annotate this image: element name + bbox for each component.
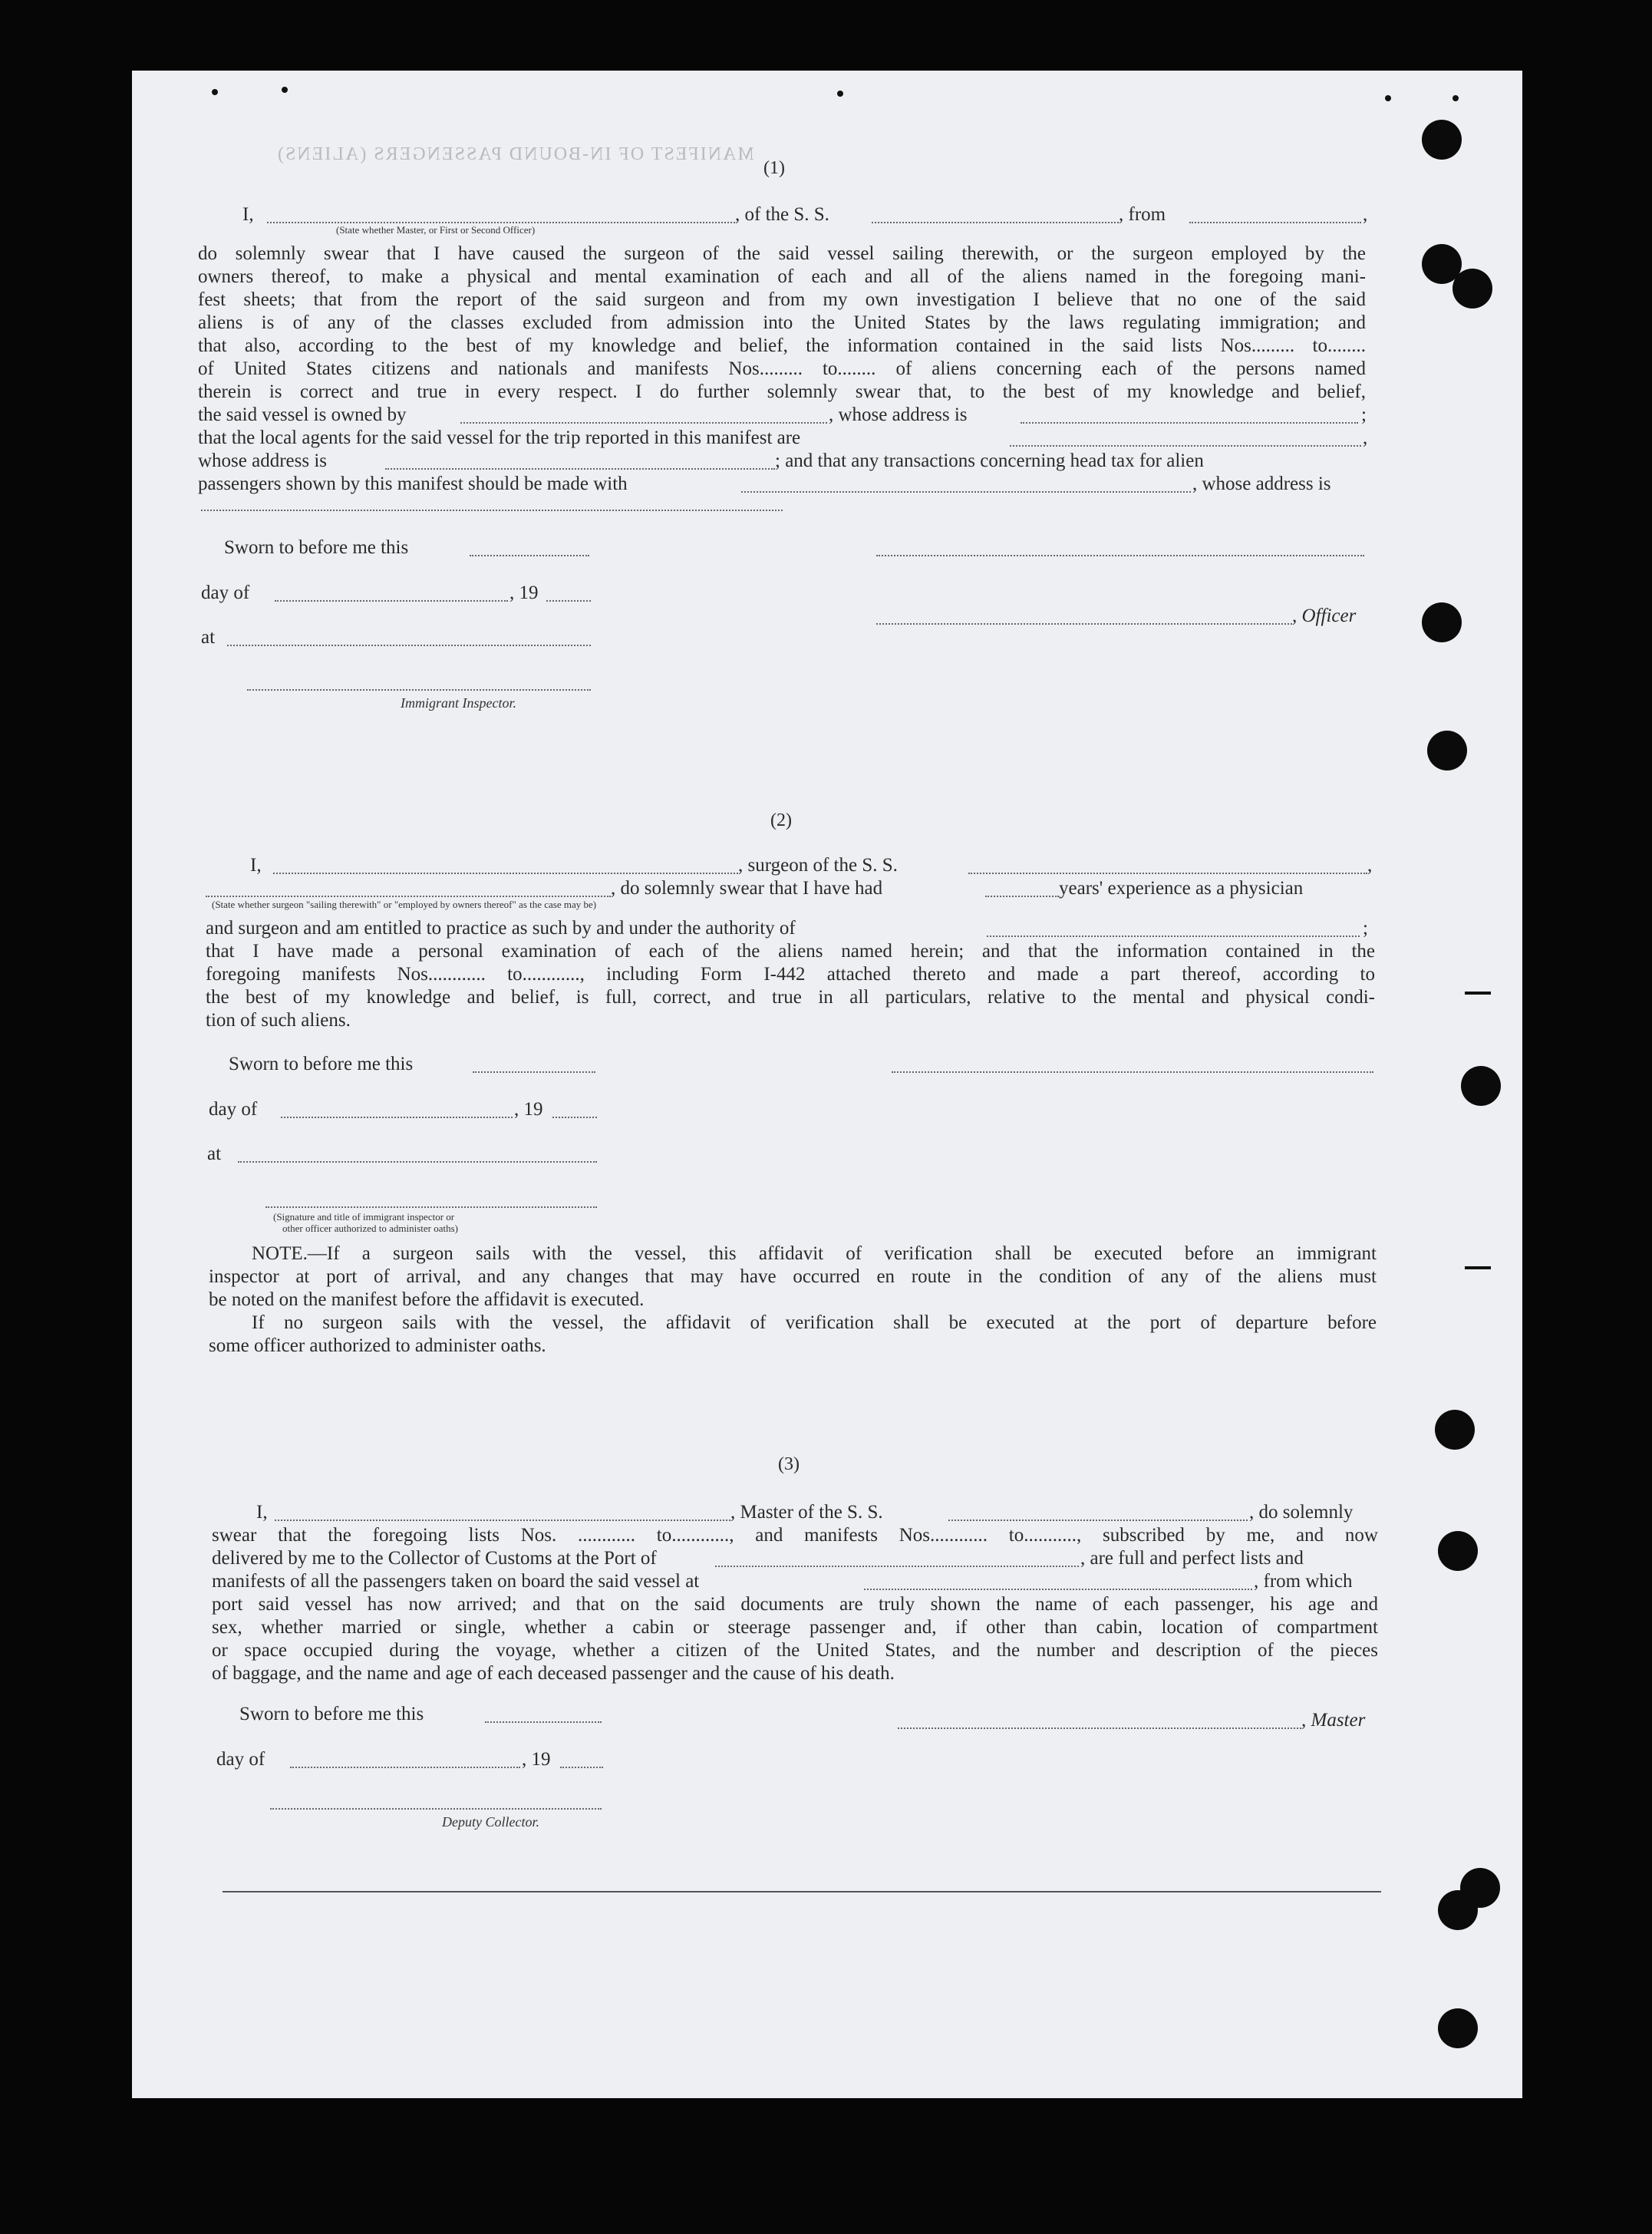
- s2-authority-label: and surgeon and am entitled to practice as such by and under the authority of: [206, 918, 796, 939]
- s3-port-label: delivered by me to the Collector of Customs at the Port of: [212, 1548, 657, 1569]
- s2-note-line: inspector at port of arrival, and any changes that may have occurred en route in the condition of any of the aliens must: [209, 1266, 1377, 1287]
- s2-authority-blank[interactable]: [987, 936, 1360, 937]
- s2-signature-blank[interactable]: [892, 1071, 1373, 1073]
- s3-swear-label: , do solemnly: [1249, 1502, 1354, 1523]
- s2-caption: (State whether surgeon "sailing therewith" or "employed by owners thereof" as the case may be): [212, 899, 597, 910]
- s1-sworn-blank[interactable]: [470, 555, 589, 556]
- s1-inspector-label: Immigrant Inspector.: [401, 695, 516, 711]
- s1-para-line: therein is correct and true in every respect. I do further solemnly swear that, to the best of my knowledge and belief,: [198, 381, 1366, 402]
- s1-agents-label: that the local agents for the said vessel for the trip reported in this manifest are: [198, 427, 801, 448]
- s2-years-blank[interactable]: [985, 896, 1059, 897]
- s3-year-label: , 19: [522, 1749, 551, 1770]
- s2-note-line: If no surgeon sails with the vessel, the affidavit of verification shall be executed at the port of departure before: [252, 1312, 1377, 1333]
- s1-para-line: do solemnly swear that I have caused the surgeon of the said vessel sailing therewith, or the surgeon employed by the: [198, 243, 1366, 264]
- s3-sworn-label: Sworn to before me this: [239, 1704, 424, 1724]
- s3-vessel-blank[interactable]: [948, 1520, 1248, 1521]
- s3-board-label: manifests of all the passengers taken on board the said vessel at: [212, 1571, 700, 1592]
- s1-head-tax-label: ; and that any transactions concerning head tax for alien: [775, 450, 1204, 471]
- s1-head-tax-address-blank[interactable]: [201, 510, 783, 511]
- s2-sworn-label: Sworn to before me this: [229, 1054, 414, 1074]
- bottom-rule: [223, 1891, 1381, 1892]
- s3-master-blank[interactable]: [898, 1727, 1301, 1729]
- s3-day-label: day of: [216, 1749, 265, 1770]
- s1-owner-blank[interactable]: [460, 422, 827, 424]
- s3-lists-label: , are full and perfect lists and: [1080, 1548, 1304, 1569]
- s3-year-blank[interactable]: [560, 1767, 603, 1768]
- s2-i-label: I,: [250, 855, 262, 876]
- section-1-number: (1): [763, 158, 785, 178]
- s1-at-blank[interactable]: [227, 645, 591, 646]
- s1-agents-blank[interactable]: [1010, 445, 1361, 447]
- s2-surgeon-type-blank[interactable]: [206, 896, 611, 897]
- s1-comma: ,: [1363, 204, 1368, 225]
- s1-caption: (State whether Master, or First or Second Officer): [336, 224, 536, 236]
- s1-head-tax-address-label: , whose address is: [1192, 474, 1331, 494]
- s3-para-line: of baggage, and the name and age of each deceased passenger and the cause of his death.: [212, 1663, 895, 1684]
- s1-owner-address-blank[interactable]: [1021, 422, 1358, 424]
- s2-para-line: that I have made a personal examination of each of the aliens named herein; and that the information contained in the: [206, 941, 1375, 962]
- s3-deputy-blank[interactable]: [270, 1808, 602, 1810]
- s1-officer-title-blank[interactable]: [267, 222, 735, 223]
- s1-para-line: that also, according to the best of my knowledge and belief, the information contained in the said lists Nos......... to........: [198, 335, 1366, 356]
- s1-inspector-blank[interactable]: [247, 689, 591, 691]
- s1-from-label: , from: [1119, 204, 1166, 225]
- s2-day-label: day of: [209, 1099, 258, 1120]
- s1-signature-blank[interactable]: [876, 555, 1364, 556]
- s3-port-blank[interactable]: [715, 1566, 1079, 1567]
- s2-name-blank[interactable]: [273, 873, 738, 874]
- s1-para-line: of United States citizens and nationals and manifests Nos......... to........ of aliens concerning each of the persons named: [198, 358, 1366, 379]
- s2-para-line: foregoing manifests Nos............ to............, including Form I-442 attached thereto and made a part thereof, according to: [206, 964, 1375, 985]
- s1-comma2: ,: [1363, 427, 1368, 448]
- s2-sworn-blank[interactable]: [473, 1071, 595, 1073]
- s1-officer-label: , Officer: [1292, 606, 1357, 626]
- s1-head-tax-blank[interactable]: [741, 491, 1191, 493]
- s1-from-blank[interactable]: [1189, 222, 1361, 223]
- s1-head-tax-with-label: passengers shown by this manifest should be made with: [198, 474, 628, 494]
- s1-officer-blank[interactable]: [876, 623, 1292, 625]
- s3-para-line: swear that the foregoing lists Nos. ............ to............, and manifests Nos............ to..........., subscribed by me, and now: [212, 1525, 1378, 1546]
- s1-para-line: owners thereof, to make a physical and mental examination of each and all of the aliens named in the foregoing mani-: [198, 266, 1366, 287]
- s1-i-label: I,: [242, 204, 254, 225]
- s1-para-line: fest sheets; that from the report of the said surgeon and from my own investigation I believe that no one of the said: [198, 289, 1366, 310]
- s2-swear-label: , do solemnly swear that I have had: [611, 878, 883, 899]
- s2-at-blank[interactable]: [238, 1161, 597, 1163]
- s2-year-blank[interactable]: [552, 1117, 597, 1118]
- s3-sworn-blank[interactable]: [485, 1721, 602, 1723]
- s2-note-line: be noted on the manifest before the affidavit is executed.: [209, 1289, 645, 1310]
- s3-para-line: sex, whether married or single, whether a cabin or steerage passenger and, if other than cabin, location of compartment: [212, 1617, 1378, 1638]
- s3-board-blank[interactable]: [864, 1589, 1252, 1590]
- s3-deputy-label: Deputy Collector.: [442, 1814, 539, 1830]
- s2-comma: ,: [1367, 855, 1373, 876]
- s3-master-sig-label: , Master: [1301, 1710, 1366, 1731]
- s2-years-label: years' experience as a physician: [1059, 878, 1304, 899]
- s2-para-line: tion of such aliens.: [206, 1010, 351, 1031]
- s2-at-label: at: [207, 1143, 222, 1164]
- s1-sworn-label: Sworn to before me this: [224, 537, 409, 558]
- s2-note-line: NOTE.—If a surgeon sails with the vessel, this affidavit of verification shall be executed before an immigrant: [252, 1243, 1377, 1264]
- s2-sig-caption: other officer authorized to administer oaths): [282, 1223, 458, 1234]
- section-3-number: (3): [778, 1454, 800, 1474]
- s1-owned-by-label: the said vessel is owned by: [198, 404, 407, 425]
- faint-header: MANIFEST OF IN-BOUND PASSENGERS (ALIENS): [276, 144, 754, 164]
- s1-at-label: at: [201, 627, 216, 648]
- s1-para-line: aliens is of any of the classes excluded from admission into the United States by the laws regulating immigration; and: [198, 312, 1366, 333]
- s2-vessel-blank[interactable]: [968, 873, 1367, 874]
- s1-semicolon: ;: [1361, 404, 1367, 425]
- s1-agent-address-blank[interactable]: [385, 468, 775, 470]
- s2-surgeon-label: , surgeon of the S. S.: [738, 855, 898, 876]
- s2-para-line: the best of my knowledge and belief, is full, correct, and true in all particulars, relative to the mental and physical condi-: [206, 987, 1375, 1008]
- s1-agent-address-label: whose address is: [198, 450, 328, 471]
- s2-day-blank[interactable]: [281, 1117, 513, 1118]
- s2-semicolon: ;: [1363, 918, 1368, 939]
- s3-from-which-label: , from which: [1254, 1571, 1353, 1592]
- s1-year-label: , 19: [509, 582, 539, 603]
- s2-year-label: , 19: [514, 1099, 543, 1120]
- s1-owner-address-label: , whose address is: [829, 404, 968, 425]
- s1-year-blank[interactable]: [546, 600, 591, 602]
- s3-i-label: I,: [256, 1502, 268, 1523]
- s2-inspector-blank[interactable]: [265, 1206, 597, 1208]
- s1-vessel-blank[interactable]: [872, 222, 1119, 223]
- s1-day-blank[interactable]: [275, 600, 508, 602]
- s3-day-blank[interactable]: [290, 1767, 520, 1768]
- s2-sig-caption: (Signature and title of immigrant inspector or: [273, 1211, 455, 1223]
- s3-master-label: , Master of the S. S.: [730, 1502, 883, 1523]
- s2-note-line: some officer authorized to administer oaths.: [209, 1335, 546, 1356]
- s1-day-label: day of: [201, 582, 250, 603]
- s3-name-blank[interactable]: [275, 1520, 730, 1521]
- s3-para-line: or space occupied during the voyage, whether a citizen of the United States, and the number and description of the pieces: [212, 1640, 1378, 1661]
- s1-ss-label: , of the S. S.: [735, 204, 829, 225]
- section-2-number: (2): [770, 810, 792, 830]
- s3-para-line: port said vessel has now arrived; and that on the said documents are truly shown the name of each passenger, his age and: [212, 1594, 1378, 1615]
